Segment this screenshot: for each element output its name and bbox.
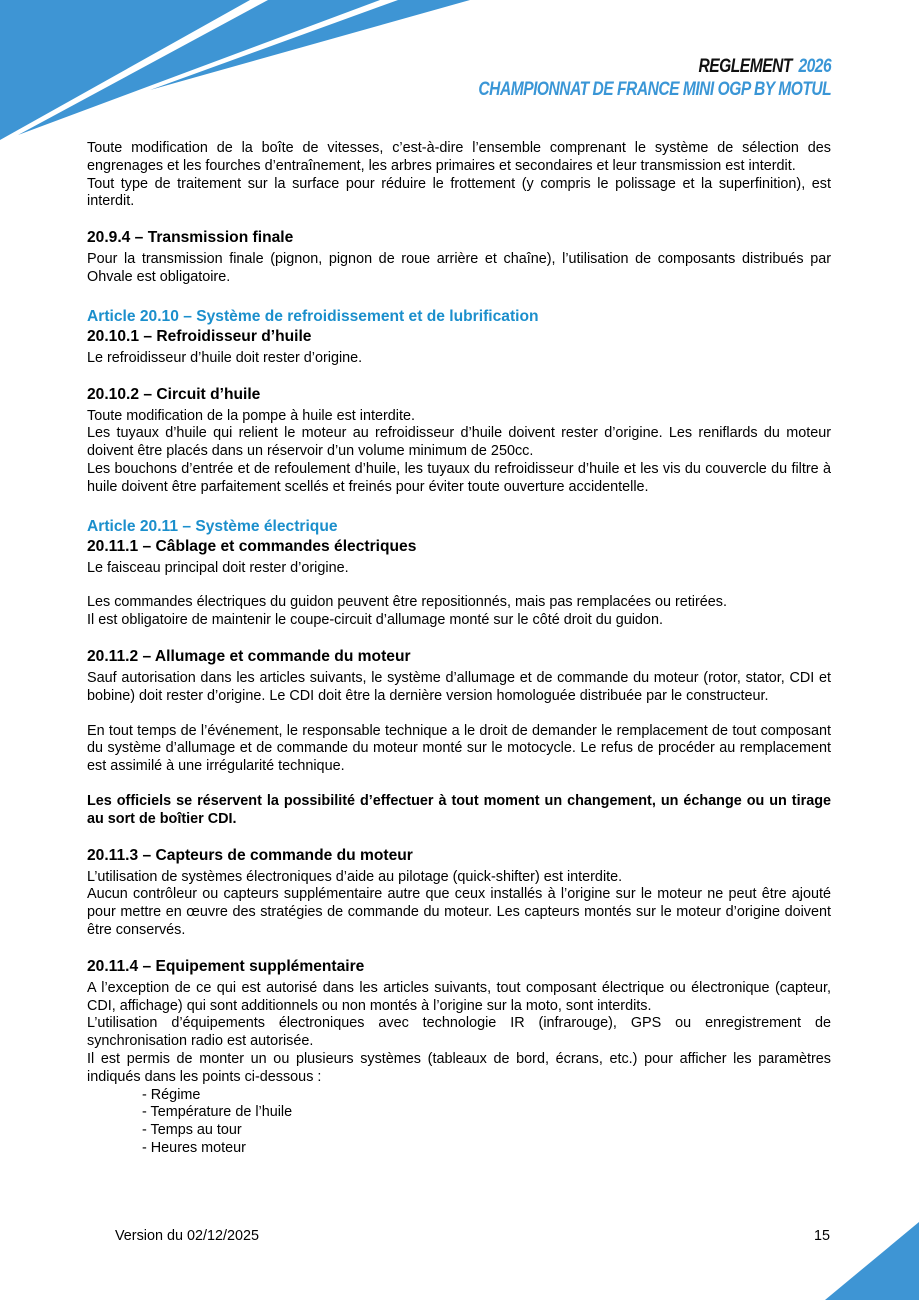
paragraph: Le faisceau principal doit rester d’origine.	[87, 559, 349, 576]
list-item: - Régime	[142, 1086, 201, 1103]
paragraph: Il est obligatoire de maintenir le coupe-circuit d’allumage monté sur le côté droit du guidon.	[87, 612, 663, 629]
header-championship: CHAMPIONNAT DE FRANCE MINI OGP BY MOTUL	[478, 79, 831, 100]
paragraph: L’utilisation de systèmes électroniques d’aide au pilotage (quick-shifter) est interdite.	[87, 868, 623, 885]
paragraph: Les commandes électriques du guidon peuvent être repositionnés, mais pas remplacées ou retirées.	[87, 594, 727, 611]
page-number: 15	[814, 1228, 831, 1244]
paragraph: En tout temps de l’événement, le responsable technique a le droit de demander le remplacement de tout composant du système d’allumage et de commande du moteur monté sur le motocycle. Le refus de procéder au remplacement est assimilé à une irrégularité technique.	[87, 722, 831, 775]
paragraph: Le refroidisseur d’huile doit rester d’origine.	[87, 349, 363, 366]
footer-corner-graphic	[819, 1220, 919, 1300]
paragraph: Aucun contrôleur ou capteurs supplémentaire autre que ceux installés à l’origine sur le moteur ne peut être ajouté pour mettre en œuvre des stratégies de commande du moteur. Les capteurs montés sur le moteur d’origine doivent être conservés.	[87, 886, 831, 938]
list-item: - Temps au tour	[142, 1122, 242, 1139]
header-title: REGLEMENT	[698, 56, 792, 77]
article-heading-20-10: Article 20.10 – Système de refroidissement et de lubrification	[87, 307, 539, 325]
paragraph: Toute modification de la boîte de vitesses, c’est-à-dire l’ensemble comprenant le système de sélection des engrenages et les fourches d’entraînement, les arbres primaires et secondaires et leur transmission est interdit.	[87, 140, 831, 174]
paragraph: Il est permis de monter un ou plusieurs systèmes (tableaux de bord, écrans, etc.) pour afficher les paramètres indiqués dans les points ci-dessous :	[87, 1050, 831, 1085]
list-item: - Heures moteur	[142, 1139, 246, 1156]
section-heading-20-10-1: 20.10.1 – Refroidisseur d’huile	[87, 327, 312, 345]
footer-version: Version du 02/12/2025	[115, 1228, 260, 1244]
bold-paragraph: Les officiels se réservent la possibilité d’effectuer à tout moment un changement, un échange ou un tirage au sort de boîtier CDI.	[87, 792, 831, 827]
document-body	[87, 140, 831, 1158]
paragraph: Les tuyaux d’huile qui relient le moteur au refroidisseur d’huile doivent rester d’origine. Les reniflards du moteur doivent être placés dans un réservoir d’un volume minimum de 250cc.	[87, 425, 831, 460]
section-heading-20-11-3: 20.11.3 – Capteurs de commande du moteur	[87, 846, 413, 864]
section-heading-20-9-4: 20.9.4 – Transmission finale	[87, 229, 294, 247]
paragraph: L’utilisation d’équipements électroniques avec technologie IR (infrarouge), GPS ou enregistrement de synchronisation radio est autorisée.	[87, 1015, 831, 1050]
paragraph: A l’exception de ce qui est autorisé dans les articles suivants, tout composant électrique ou électronique (capteur, CDI, affichage) qui sont additionnels ou non montés à l’origine sur la moto, sont interdits.	[87, 979, 831, 1014]
paragraph: Les bouchons d’entrée et de refoulement d’huile, les tuyaux du refroidisseur d’huile et les vis du couvercle du filtre à huile doivent être parfaitement scellés et freinés pour éviter toute ouverture accidentelle.	[87, 460, 831, 495]
section-heading-20-11-4: 20.11.4 – Equipement supplémentaire	[87, 957, 365, 975]
list-item: - Température de l’huile	[142, 1104, 293, 1121]
section-heading-20-10-2: 20.10.2 – Circuit d’huile	[87, 385, 261, 403]
section-heading-20-11-1: 20.11.1 – Câblage et commandes électriques	[87, 537, 417, 555]
paragraph: Sauf autorisation dans les articles suivants, le système d’allumage et de commande du moteur (rotor, stator, CDI et bobine) doit rester d’origine. Le CDI doit être la dernière version homologuée distribuée par le constructeur.	[87, 669, 831, 704]
header-swoosh-graphic	[0, 0, 480, 145]
corner-triangle	[825, 1222, 919, 1300]
paragraph: Pour la transmission finale (pignon, pignon de roue arrière et chaîne), l’utilisation de composants distribués par Ohvale est obligatoire.	[87, 251, 831, 285]
document-header	[478, 56, 831, 102]
paragraph: Toute modification de la pompe à huile est interdite.	[87, 407, 415, 424]
header-year: 2026	[798, 56, 831, 77]
paragraph: Tout type de traitement sur la surface pour réduire le frottement (y compris le polissage et la superfinition), est interdit.	[87, 175, 831, 210]
section-heading-20-11-2: 20.11.2 – Allumage et commande du moteur	[87, 647, 411, 665]
parameter-list	[87, 1087, 831, 1158]
article-heading-20-11: Article 20.11 – Système électrique	[87, 517, 338, 535]
